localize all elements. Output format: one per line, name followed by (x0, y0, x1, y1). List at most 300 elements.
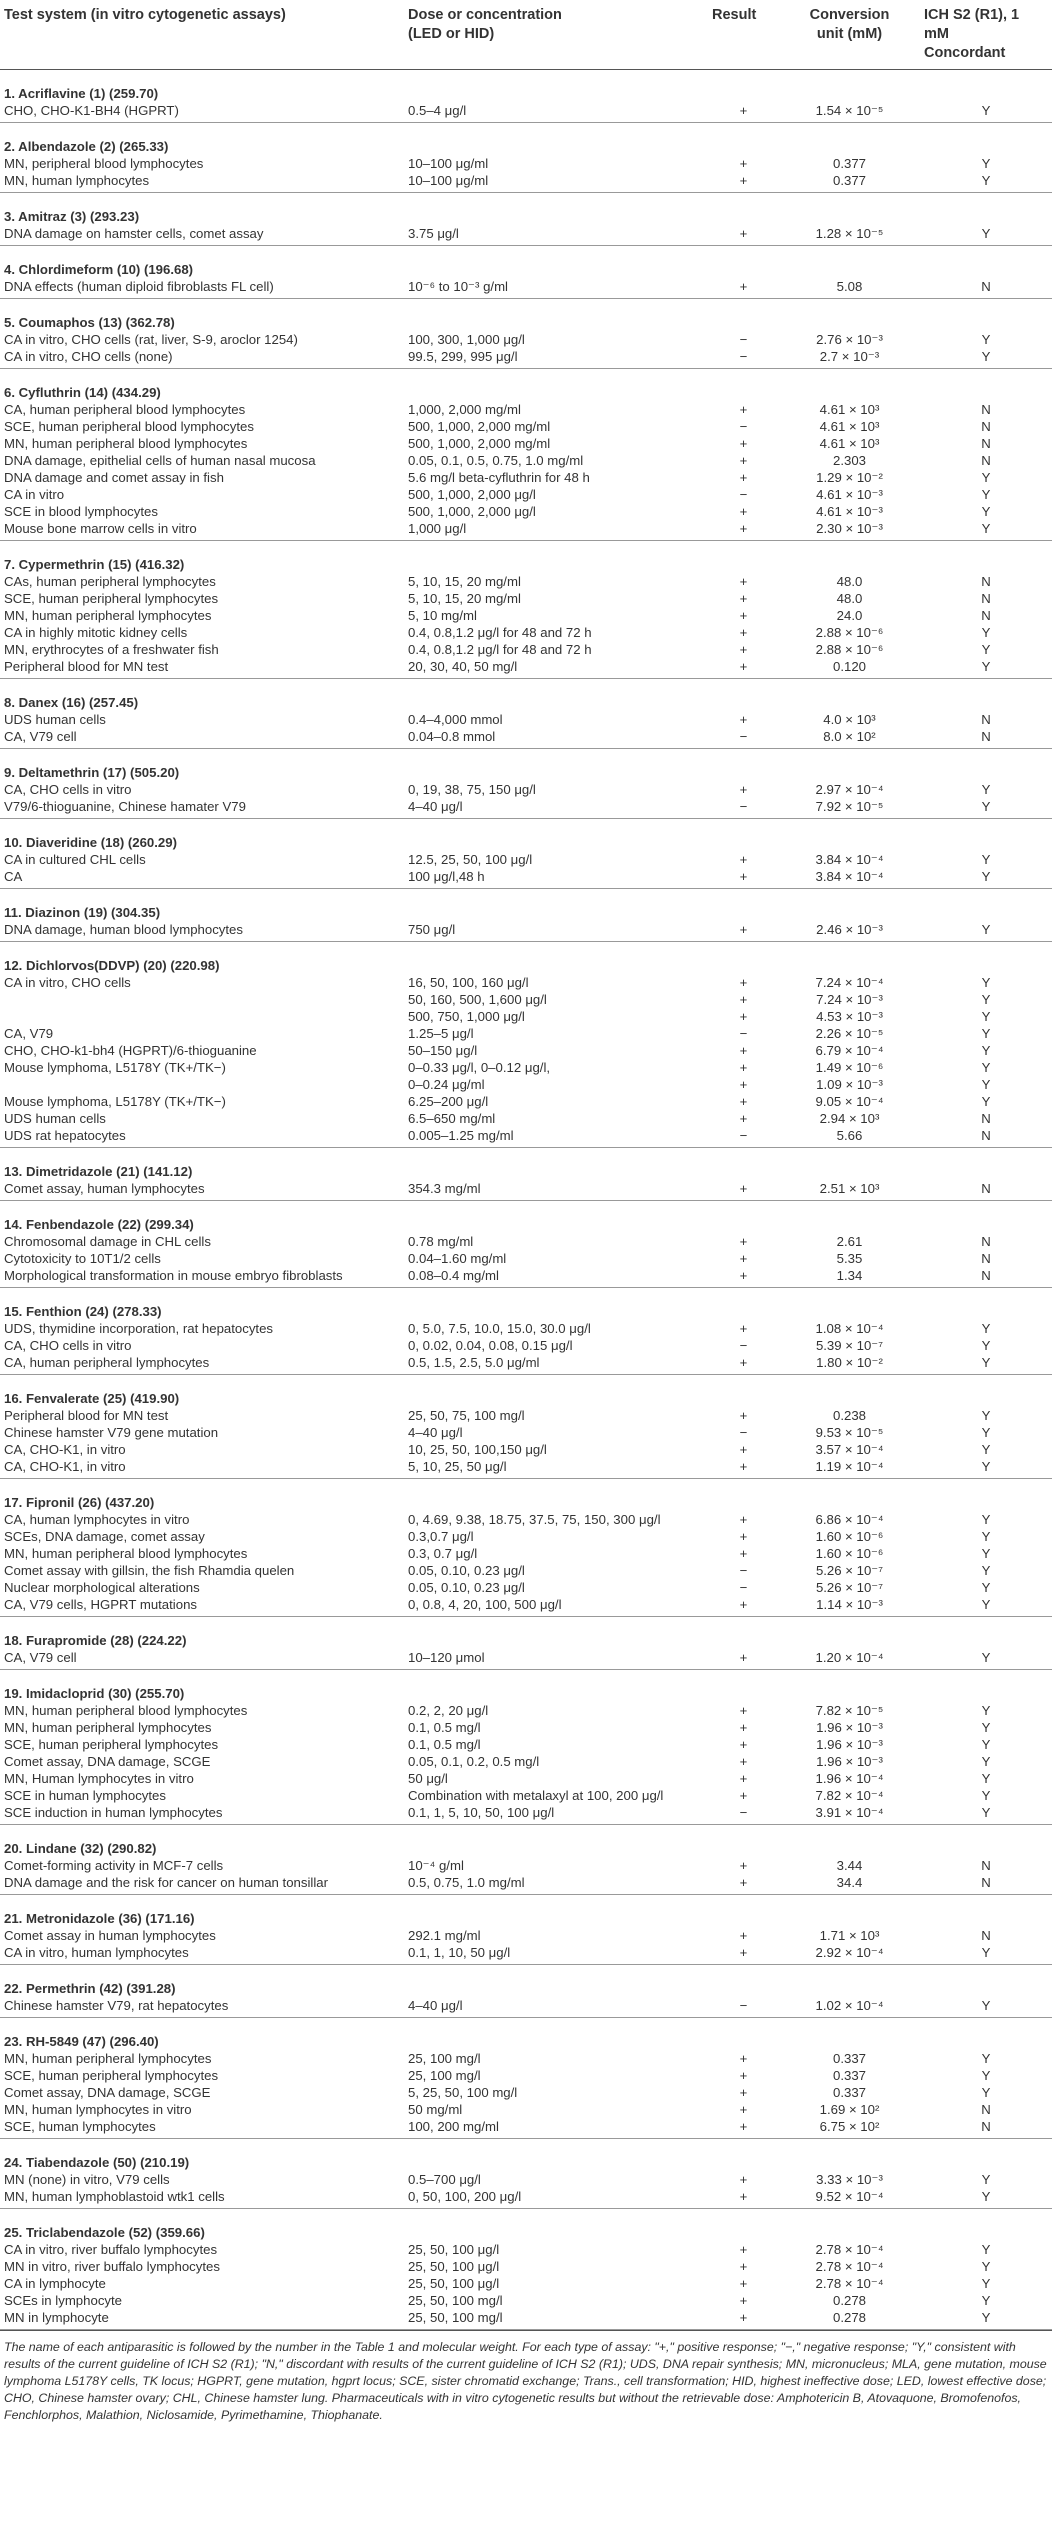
table-row (0, 1337, 1052, 1354)
compound-title: 17. Fipronil (26) (437.20) (4, 1495, 155, 1510)
cell-test-system: CA in vitro, CHO cells (4, 975, 131, 990)
cell-result: + (739, 992, 748, 1007)
cell-test-system (0, 1076, 404, 1093)
table-row (0, 1770, 1052, 1787)
group-header-row (0, 541, 1052, 574)
cell-result: + (739, 1060, 748, 1075)
cell-conversion: 9.52 × 10⁻⁴ (779, 2188, 920, 2209)
cell-test-system: UDS human cells (4, 712, 106, 727)
cell-conversion: 1.80 × 10⁻² (779, 1354, 920, 1375)
cell-conversion: 48.0 (836, 574, 863, 589)
cell-conversion: 5.66 (779, 1127, 920, 1148)
cell-dose: 5.6 mg/l beta-cyfluthrin for 48 h (408, 470, 590, 485)
cell-concordant: N (981, 574, 991, 589)
cell-dose: 0.3, 0.7 μg/l (408, 1546, 478, 1561)
group-header-row (0, 369, 1052, 402)
cell-result: + (739, 1043, 748, 1058)
compound-title: 19. Imidacloprid (30) (255.70) (4, 1686, 185, 1701)
cell-test-system: Chinese hamster V79 gene mutation (4, 1425, 219, 1440)
cell-dose: 0.5, 1.5, 2.5, 5.0 μg/ml (404, 1354, 708, 1375)
compound-title: 22. Permethrin (42) (391.28) (4, 1981, 176, 1996)
group-header-row (0, 70, 1052, 103)
cell-conversion: 6.75 × 10² (779, 2118, 920, 2139)
compound-title: 2. Albendazole (2) (265.33) (4, 139, 169, 154)
table-row (0, 331, 1052, 348)
cell-result: − (739, 1580, 748, 1595)
cell-dose: 0.5–4 μg/l (404, 102, 708, 123)
cell-test-system: MN, human peripheral blood lymphocytes (4, 1546, 248, 1561)
table-row (0, 1736, 1052, 1753)
cell-conversion: 3.44 (836, 1858, 863, 1873)
group-header-row (0, 1148, 1052, 1181)
cell-conversion: 2.92 × 10⁻⁴ (779, 1944, 920, 1965)
table-row (0, 2258, 1052, 2275)
table-row (0, 1233, 1052, 1250)
cell-conversion: 4.61 × 10³ (819, 419, 880, 434)
compound-title: 16. Fenvalerate (25) (419.90) (4, 1391, 180, 1406)
cell-result: − (708, 798, 779, 819)
cell-concordant: Y (920, 1804, 1052, 1825)
cell-test-system: DNA damage, human blood lymphocytes (0, 921, 404, 942)
cell-result: + (708, 1649, 779, 1670)
cell-dose: 0, 0.02, 0.04, 0.08, 0.15 μg/l (408, 1338, 573, 1353)
cell-dose: 0, 4.69, 9.38, 18.75, 37.5, 75, 150, 300 μg/l (408, 1512, 661, 1527)
cell-conversion: 1.08 × 10⁻⁴ (815, 1321, 884, 1336)
cell-concordant: Y (981, 1408, 991, 1423)
cell-test-system: DNA damage, epithelial cells of human nasal mucosa (4, 453, 316, 468)
table-row (0, 1059, 1052, 1076)
cell-result: − (708, 728, 779, 749)
cell-test-system: SCE induction in human lymphocytes (0, 1804, 404, 1825)
cell-result: + (739, 1546, 748, 1561)
table-row (0, 1804, 1052, 1825)
cell-conversion: 0.278 (832, 2293, 866, 2308)
cell-concordant: Y (920, 348, 1052, 369)
table-row (0, 711, 1052, 728)
compound-title: 15. Fenthion (24) (278.33) (4, 1304, 162, 1319)
cell-dose: 16, 50, 100, 160 μg/l (408, 975, 529, 990)
cell-test-system: SCEs in lymphocyte (4, 2293, 122, 2308)
table-row (0, 102, 1052, 123)
cell-concordant: Y (981, 1546, 991, 1561)
table-row (0, 1753, 1052, 1770)
cell-dose: 0.78 mg/ml (408, 1234, 474, 1249)
cell-test-system: CAs, human peripheral lymphocytes (4, 574, 216, 589)
table-row (0, 469, 1052, 486)
cell-result: + (739, 1251, 748, 1266)
cell-test-system: Comet assay, DNA damage, SCGE (4, 2085, 211, 2100)
cell-concordant: Y (920, 2309, 1052, 2330)
cell-result: + (739, 782, 748, 797)
table-row (0, 851, 1052, 868)
cell-concordant: Y (981, 332, 991, 347)
group-header-row (0, 1670, 1052, 1703)
cell-concordant: Y (981, 625, 991, 640)
cell-test-system: SCE, human peripheral lymphocytes (4, 591, 219, 606)
table-row (0, 418, 1052, 435)
cell-concordant: Y (981, 1771, 991, 1786)
table-row (0, 624, 1052, 641)
cell-concordant: N (981, 1234, 991, 1249)
cell-dose: 1.25–5 μg/l (408, 1026, 474, 1041)
cell-dose: 500, 1,000, 2,000 mg/ml (408, 436, 551, 451)
cell-dose: 100, 200 mg/ml (404, 2118, 708, 2139)
cell-test-system: MN, human peripheral lymphocytes (4, 608, 212, 623)
cell-dose: 10–120 μmol (404, 1649, 708, 1670)
cell-test-system: Nuclear morphological alterations (4, 1580, 200, 1595)
cell-test-system: SCE, human peripheral lymphocytes (4, 2068, 219, 2083)
cell-conversion: 7.24 × 10⁻⁴ (815, 975, 884, 990)
cell-conversion: 6.86 × 10⁻⁴ (815, 1512, 884, 1527)
group-header-row (0, 2018, 1052, 2051)
cell-result: − (708, 348, 779, 369)
cell-dose: 750 μg/l (404, 921, 708, 942)
cell-concordant: Y (981, 1321, 991, 1336)
cell-result: + (739, 1529, 748, 1544)
cell-test-system: SCE, human lymphocytes (0, 2118, 404, 2139)
cell-result: + (739, 1737, 748, 1752)
cell-test-system: Comet assay in human lymphocytes (4, 1928, 216, 1943)
table-row (0, 1545, 1052, 1562)
cell-conversion: 5.08 (779, 278, 920, 299)
cell-test-system: CA in lymphocyte (4, 2276, 106, 2291)
cell-dose: 100, 300, 1,000 μg/l (408, 332, 525, 347)
table-row (0, 974, 1052, 991)
cell-result: + (739, 2102, 748, 2117)
cell-dose: 0, 19, 38, 75, 150 μg/l (408, 782, 536, 797)
table-row (0, 2050, 1052, 2067)
table-row (0, 1025, 1052, 1042)
table-row (0, 1354, 1052, 1375)
cell-dose: 10⁻⁶ to 10⁻³ g/ml (404, 278, 708, 299)
table-row (0, 1424, 1052, 1441)
cell-conversion: 1.20 × 10⁻⁴ (779, 1649, 920, 1670)
table-row (0, 1649, 1052, 1670)
cell-concordant: Y (981, 470, 991, 485)
cell-concordant: Y (920, 1997, 1052, 2018)
cell-result: + (739, 1858, 748, 1873)
group-header-row (0, 1895, 1052, 1928)
compound-title: 6. Cyfluthrin (14) (434.29) (4, 385, 161, 400)
cell-concordant: Y (981, 1425, 991, 1440)
cell-test-system: MN, human peripheral blood lymphocytes (4, 1703, 248, 1718)
cell-conversion: 1.69 × 10² (819, 2102, 880, 2117)
table-row (0, 2084, 1052, 2101)
cell-result: + (708, 1354, 779, 1375)
cell-conversion: 1.96 × 10⁻³ (816, 1754, 883, 1769)
cell-test-system: Comet assay, human lymphocytes (0, 1180, 404, 1201)
cell-concordant: Y (981, 1077, 991, 1092)
table-row (0, 520, 1052, 541)
cell-test-system: Morphological transformation in mouse embryo fibroblasts (0, 1267, 404, 1288)
cell-conversion: 24.0 (836, 608, 863, 623)
cell-dose: 25, 50, 100 μg/l (408, 2242, 500, 2257)
cell-result: + (739, 1408, 748, 1423)
table-row (0, 1787, 1052, 1804)
cell-test-system (0, 1008, 404, 1025)
cell-test-system: MN, human peripheral lymphocytes (4, 2051, 212, 2066)
cell-result: − (739, 1563, 748, 1578)
table-row (0, 1874, 1052, 1895)
compound-title: 24. Tiabendazole (50) (210.19) (4, 2155, 190, 2170)
cell-result: + (739, 642, 748, 657)
table-row (0, 2275, 1052, 2292)
cell-result: + (739, 1009, 748, 1024)
header-test-system: Test system (in vitro cytogenetic assays) (0, 0, 404, 70)
cell-test-system: SCE in human lymphocytes (4, 1788, 166, 1803)
cell-concordant: Y (981, 1009, 991, 1024)
cell-test-system: Peripheral blood for MN test (4, 1408, 169, 1423)
table-row (0, 1407, 1052, 1424)
cell-result: − (739, 1425, 748, 1440)
cell-conversion: 1.19 × 10⁻⁴ (779, 1458, 920, 1479)
cell-conversion: 6.79 × 10⁻⁴ (815, 1043, 884, 1058)
cell-dose: 0.2, 2, 20 μg/l (408, 1703, 489, 1718)
cell-result: + (739, 453, 748, 468)
cell-dose: 0.005–1.25 mg/ml (404, 1127, 708, 1148)
cell-conversion: 2.88 × 10⁻⁶ (815, 625, 884, 640)
cell-dose: 100 μg/l,48 h (404, 868, 708, 889)
cell-concordant: Y (920, 1458, 1052, 1479)
cell-conversion: 2.78 × 10⁻⁴ (815, 2259, 884, 2274)
cell-conversion: 0.377 (779, 172, 920, 193)
cell-result: − (739, 487, 748, 502)
cell-concordant: Y (981, 504, 991, 519)
cell-dose: Combination with metalaxyl at 100, 200 μg/l (408, 1788, 664, 1803)
table-row (0, 155, 1052, 172)
cell-test-system: MN in lymphocyte (0, 2309, 404, 2330)
cell-dose: 500, 1,000, 2,000 mg/ml (408, 419, 551, 434)
cell-conversion: 1.96 × 10⁻³ (816, 1720, 883, 1735)
table-row (0, 1927, 1052, 1944)
cell-test-system: UDS human cells (4, 1111, 106, 1126)
cell-dose: 6.5–650 mg/ml (408, 1111, 496, 1126)
cell-dose: 0.4–4,000 mmol (408, 712, 503, 727)
cell-concordant: Y (981, 1094, 991, 1109)
cell-concordant: Y (920, 798, 1052, 819)
group-header-row (0, 819, 1052, 852)
cell-test-system: Chromosomal damage in CHL cells (4, 1234, 211, 1249)
cell-result: + (739, 436, 748, 451)
table-row (0, 781, 1052, 798)
cell-conversion: 2.61 (836, 1234, 863, 1249)
cell-test-system: MN, human lymphocytes (0, 172, 404, 193)
cell-dose: 500, 1,000, 2,000 μg/l (408, 504, 536, 519)
group-header-row (0, 749, 1052, 782)
cell-result: + (739, 712, 748, 727)
cell-conversion: 2.303 (832, 453, 866, 468)
cell-test-system: CA, CHO-K1, in vitro (0, 1458, 404, 1479)
table-row (0, 348, 1052, 369)
cell-result: + (708, 225, 779, 246)
cell-concordant: N (920, 1874, 1052, 1895)
cell-concordant: Y (920, 868, 1052, 889)
cell-result: + (739, 1771, 748, 1786)
table-row (0, 2171, 1052, 2188)
compound-title: 1. Acriflavine (1) (259.70) (4, 86, 159, 101)
cell-test-system: CA in vitro, CHO cells (none) (0, 348, 404, 369)
cell-concordant: Y (981, 975, 991, 990)
cell-test-system: CA, V79 cell (0, 728, 404, 749)
table-row (0, 1857, 1052, 1874)
table-row (0, 1042, 1052, 1059)
cell-concordant: Y (920, 1649, 1052, 1670)
cell-test-system: CHO, CHO-K1-BH4 (HGPRT) (0, 102, 404, 123)
header-ich: ICH S2 (R1), 1 mM Concordant (920, 0, 1052, 70)
cell-dose: 0.5–700 μg/l (408, 2172, 481, 2187)
table-row (0, 1110, 1052, 1127)
cell-dose: 0.1, 1, 10, 50 μg/l (404, 1944, 708, 1965)
cell-conversion: 4.0 × 10³ (823, 712, 876, 727)
cell-test-system (0, 991, 404, 1008)
cell-concordant: N (981, 1858, 991, 1873)
cell-test-system: CA, V79 cell (0, 1649, 404, 1670)
cell-result: − (739, 1026, 748, 1041)
table-row (0, 798, 1052, 819)
table-row (0, 1596, 1052, 1617)
cell-conversion: 1.60 × 10⁻⁶ (815, 1546, 884, 1561)
cell-conversion: 3.57 × 10⁻⁴ (815, 1442, 884, 1457)
cell-conversion: 2.51 × 10³ (779, 1180, 920, 1201)
cell-dose: 500, 1,000, 2,000 μg/l (408, 487, 536, 502)
table-row (0, 278, 1052, 299)
cell-result: + (739, 1321, 748, 1336)
cell-concordant: Y (981, 1512, 991, 1527)
cell-test-system: SCE, human peripheral lymphocytes (4, 1737, 219, 1752)
cell-test-system: CA, human peripheral lymphocytes (0, 1354, 404, 1375)
cell-dose: 0.5, 0.75, 1.0 mg/ml (404, 1874, 708, 1895)
cell-conversion: 3.84 × 10⁻⁴ (779, 868, 920, 889)
cell-test-system: MN, erythrocytes of a freshwater fish (4, 642, 219, 657)
cell-conversion: 5.26 × 10⁻⁷ (815, 1563, 884, 1578)
table-row (0, 1441, 1052, 1458)
cell-conversion: 9.05 × 10⁻⁴ (815, 1094, 884, 1109)
cell-dose: 5, 10, 25, 50 μg/l (404, 1458, 708, 1479)
group-header-row (0, 299, 1052, 332)
cell-result: + (708, 278, 779, 299)
cell-test-system: CA in vitro, human lymphocytes (0, 1944, 404, 1965)
cell-concordant: N (981, 712, 991, 727)
cell-concordant: Y (981, 852, 991, 867)
cell-conversion: 0.278 (779, 2309, 920, 2330)
cell-test-system: Mouse bone marrow cells in vitro (0, 520, 404, 541)
cell-result: + (739, 2172, 748, 2187)
compound-title: 21. Metronidazole (36) (171.16) (4, 1911, 195, 1926)
compound-title: 12. Dichlorvos(DDVP) (20) (220.98) (4, 958, 220, 973)
cell-concordant: Y (981, 1442, 991, 1457)
cell-test-system: MN (none) in vitro, V79 cells (4, 2172, 170, 2187)
cell-result: + (708, 2309, 779, 2330)
table-row (0, 2067, 1052, 2084)
cell-test-system: CA in cultured CHL cells (4, 852, 146, 867)
cell-result: + (739, 156, 748, 171)
table-row (0, 225, 1052, 246)
compound-title: 5. Coumaphos (13) (362.78) (4, 315, 175, 330)
cell-test-system: CA in highly mitotic kidney cells (4, 625, 188, 640)
table-row (0, 2309, 1052, 2330)
group-header-row (0, 1375, 1052, 1408)
cell-dose: 4–40 μg/l (404, 798, 708, 819)
cell-test-system: CA, CHO cells in vitro (4, 782, 132, 797)
table-row (0, 1267, 1052, 1288)
cell-concordant: Y (920, 225, 1052, 246)
cell-result: + (708, 172, 779, 193)
cell-concordant: N (981, 2102, 991, 2117)
cell-dose: 50–150 μg/l (408, 1043, 478, 1058)
cell-result: + (739, 2259, 748, 2274)
cell-concordant: Y (981, 642, 991, 657)
cell-concordant: Y (981, 2085, 991, 2100)
cell-test-system: CA, V79 (4, 1026, 54, 1041)
cell-concordant: Y (920, 1596, 1052, 1617)
cell-test-system: MN, human peripheral lymphocytes (4, 1720, 212, 1735)
table-row (0, 1008, 1052, 1025)
table-row (0, 172, 1052, 193)
cell-conversion: 0.337 (832, 2068, 866, 2083)
cell-test-system: UDS rat hepatocytes (0, 1127, 404, 1148)
cell-dose: 354.3 mg/ml (404, 1180, 708, 1201)
cell-conversion: 2.76 × 10⁻³ (816, 332, 883, 347)
table-row (0, 1093, 1052, 1110)
cell-conversion: 7.82 × 10⁻⁵ (815, 1703, 884, 1718)
cell-dose: 5, 10, 15, 20 mg/ml (408, 574, 521, 589)
cell-dose: 292.1 mg/ml (408, 1928, 481, 1943)
cell-result: + (708, 2188, 779, 2209)
cell-result: + (708, 1874, 779, 1895)
cell-test-system: V79/6-thioguanine, Chinese hamater V79 (0, 798, 404, 819)
cell-result: − (708, 1997, 779, 2018)
cell-concordant: N (920, 1267, 1052, 1288)
table-row (0, 1562, 1052, 1579)
cell-dose: 6.25–200 μg/l (408, 1094, 489, 1109)
cell-conversion: 48.0 (836, 591, 863, 606)
cell-concordant: Y (920, 520, 1052, 541)
cell-concordant: Y (920, 102, 1052, 123)
cell-test-system: MN, human lymphoblastoid wtk1 cells (0, 2188, 404, 2209)
cell-conversion: 5.26 × 10⁻⁷ (815, 1580, 884, 1595)
cell-conversion: 2.46 × 10⁻³ (779, 921, 920, 942)
header-dose: Dose or concentration (LED or HID) (404, 0, 708, 70)
cell-result: + (739, 2085, 748, 2100)
compound-title: 20. Lindane (32) (290.82) (4, 1841, 157, 1856)
cell-result: + (739, 975, 748, 990)
group-header-row (0, 2209, 1052, 2242)
cell-conversion: 4.53 × 10⁻³ (816, 1009, 883, 1024)
cell-result: + (708, 1596, 779, 1617)
cell-test-system: Chinese hamster V79, rat hepatocytes (0, 1997, 404, 2018)
cell-dose: 50 mg/ml (408, 2102, 463, 2117)
compound-title: 11. Diazinon (19) (304.35) (4, 905, 161, 920)
group-header-row (0, 679, 1052, 712)
cell-dose: 0.4, 0.8,1.2 μg/l for 48 and 72 h (408, 625, 592, 640)
cell-result: + (708, 921, 779, 942)
cell-conversion: 2.78 × 10⁻⁴ (815, 2242, 884, 2257)
cell-dose: 25, 50, 100 mg/l (404, 2309, 708, 2330)
table-row (0, 1127, 1052, 1148)
cell-dose: 5, 10 mg/ml (408, 608, 477, 623)
cell-dose: 5, 25, 50, 100 mg/l (408, 2085, 518, 2100)
table-row (0, 573, 1052, 590)
cell-concordant: N (981, 436, 991, 451)
cell-conversion: 2.78 × 10⁻⁴ (815, 2276, 884, 2291)
cell-result: − (739, 419, 748, 434)
table-row (0, 1528, 1052, 1545)
compound-title: 4. Chlordimeform (10) (196.68) (4, 262, 194, 277)
cell-result: + (708, 1944, 779, 1965)
cell-result: + (739, 1720, 748, 1735)
cell-concordant: Y (981, 2172, 991, 2187)
cell-concordant: N (981, 1111, 991, 1126)
